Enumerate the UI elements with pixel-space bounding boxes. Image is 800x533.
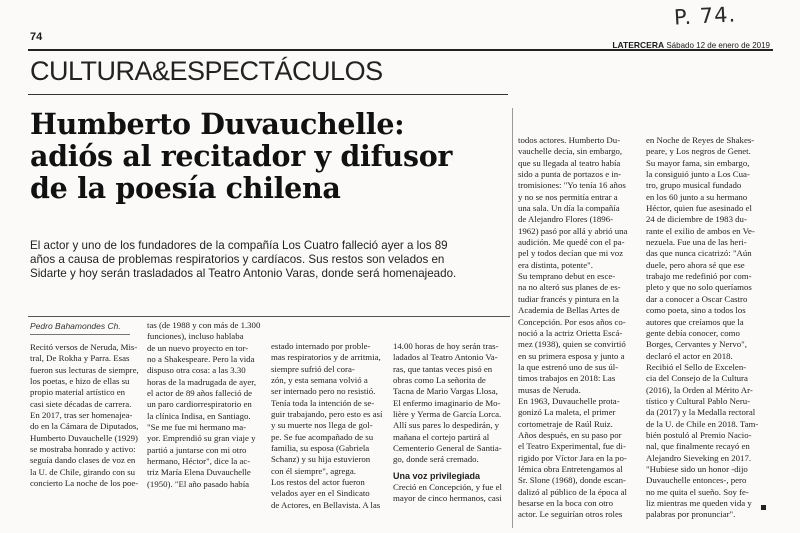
column-line: lière y Yerma de García Lorca.	[393, 409, 502, 420]
column-line: de un nuevo proyecto en tor-	[147, 342, 249, 353]
column-line: yor. Emprendió su gran viaje y	[147, 433, 256, 444]
column-line: Sr. Slone (1968), donde escan-	[518, 475, 626, 486]
column-line: tro, grupo musical fundado	[646, 180, 742, 191]
column-line: tístico y Cultural Pablo Neru-	[646, 395, 751, 406]
column-line: Héctor, quien fue asesinado el	[646, 203, 752, 214]
column-line: actor. Le seguirían otros roles	[518, 509, 623, 520]
column-line: propio material artístico en	[30, 387, 126, 398]
column-line: zón, y esta semana volvió a	[271, 375, 368, 386]
column-line: nezuela. Fue una de las heri-	[646, 237, 747, 248]
column-line: do en la Cámara de Diputados,	[30, 421, 139, 432]
end-of-article-mark	[761, 505, 766, 510]
column-line: que su llegada al teatro había	[518, 157, 621, 168]
column-line: obras como La señorita de	[393, 375, 486, 386]
column-line: cia del Consejo de la Cultura	[646, 373, 748, 384]
column-line: horas de la madrugada de ayer,	[147, 376, 257, 387]
column-line: Duvauchelle entonces-, pero	[646, 475, 747, 486]
column-line: trabajo me redefinió por com-	[646, 271, 752, 282]
column-line: siempre sufrió del cora-	[271, 363, 355, 374]
column-line: el Teatro Experimental, fue di-	[518, 441, 626, 452]
column-line: Allí sus pares lo despedirán, y	[393, 420, 500, 431]
column-line: besarse en la boca con otro	[518, 498, 614, 508]
article-column-5	[518, 135, 642, 521]
headline-line: de la poesía chilena	[30, 171, 341, 205]
column-line: Tenía toda la intención de se-	[271, 397, 375, 408]
column-line: En 2017, tras ser homenajea-	[30, 410, 133, 421]
column-line: una sala. Un día la compañía	[518, 203, 620, 214]
column-line: no me quita el sueño. Soy fe-	[646, 486, 749, 497]
column-line: timos trabajos en 2018: Las	[518, 373, 616, 384]
column-line: Alejandro Sieveking en 2017.	[646, 452, 752, 463]
column-line: tromisiones: "Yo tenía 16 años	[518, 180, 626, 191]
column-line: dalizó al público de la época al	[518, 486, 627, 497]
headline-line: Humberto Duvauchelle:	[30, 107, 405, 141]
column-line: y su muerte nos llega de gol-	[271, 420, 373, 431]
column-line: nal, que finalmente recayó en	[646, 441, 750, 452]
column-line: se mostraba honrado y activo:	[30, 444, 136, 455]
column-line: Cementerio General de Santia-	[393, 443, 502, 454]
column-line: bién postuló al Premio Nacio-	[646, 429, 752, 440]
column-line: gonizó La maleta, el primer	[518, 407, 616, 418]
column-line: ser internado pero no resistió.	[271, 386, 376, 397]
column-line: Una voz privilegiada	[393, 470, 481, 481]
column-line: Su mayor fama, sin embargo,	[646, 157, 750, 168]
article-column-6	[646, 135, 772, 521]
column-line: 1962) pasó por allá y abrió una	[518, 225, 628, 236]
column-line: Recibió el Sello de Excelen-	[646, 361, 747, 372]
lead-line: Sidarte y hoy serán trasladados al Teatro Antonio Varas, donde será homenajeado.	[30, 267, 457, 281]
column-line: Creció en Concepción, y fue el	[393, 482, 502, 493]
column-line: Humberto Duvauchelle (1929)	[30, 432, 138, 443]
column-line: gente debía conocer, como	[646, 327, 740, 338]
column-line: (2016), la Orden al Mérito Ar-	[646, 384, 753, 395]
lead-line: años a causa de problemas respiratorios y cardíacos. Sus restos son velados en	[30, 253, 445, 267]
column-line: concierto La noche de los poe-	[30, 478, 139, 489]
column-line: lémica obra Entretengamos al	[518, 463, 623, 474]
column-line: na no alteró sus planes de es-	[518, 282, 621, 293]
column-line: El enfermo imaginario de Mo-	[393, 397, 501, 408]
lead-line: El actor y uno de los fundadores de la compañía Los Cuatro falleció ayer a los 89	[30, 239, 448, 252]
column-line: y no se nos permitía entrar a	[518, 191, 618, 202]
column-line: "Hubiese sido un honor -dijo	[646, 463, 748, 474]
column-line: da (2017) y la Medalla rectoral	[646, 407, 756, 418]
column-line: fueron sus lecturas de siempre,	[30, 364, 139, 375]
column-line: musas de Neruda.	[518, 384, 581, 395]
column-line: hermano, Héctor", dice la ac-	[147, 456, 251, 467]
column-line: el actor de 89 años falleció de	[147, 388, 253, 399]
column-line: Borges, Cervantes y Nervo",	[646, 339, 747, 350]
column-line: Su temprano debut en esce-	[518, 271, 616, 282]
top-rule	[28, 49, 773, 51]
column-line: 24 de diciembre de 1983 du-	[646, 214, 747, 225]
column-line: de la U. de Chile en 2018. Tam-	[646, 418, 759, 429]
column-line: no a Shakespeare. Pero la vida	[147, 354, 255, 365]
headline-line: adiós al recitador y difusor	[30, 139, 453, 173]
column-line: duele, pero ahora sé que ese	[646, 259, 745, 270]
column-line: "Se me fue mi hermano ma-	[147, 422, 247, 433]
column-line: en Noche de Reyes de Shakes-	[646, 135, 755, 145]
handwritten-page-note: P. 74.	[673, 2, 737, 30]
column-line: Recitó versos de Neruda, Mis-	[30, 342, 138, 352]
column-line: la consiguió junto a Los Cua-	[646, 169, 750, 180]
column-line: (1950). "El año pasado había	[147, 478, 250, 489]
column-line: cortometraje de Raúl Ruiz.	[518, 418, 613, 429]
byline-rule	[30, 334, 130, 335]
column-line: Años después, en su paso por	[518, 429, 622, 440]
column-line: audición. Me quedé con el pa-	[518, 237, 625, 248]
column-line: pe. Se fue acompañado de su	[271, 431, 374, 442]
column-line: Schanz) y su hija estuvieron	[271, 454, 371, 465]
column-line: en los 60 junto a su hermano	[646, 191, 748, 202]
column-line: seguía dando clases de voz en	[30, 455, 136, 466]
column-line: partió a juntarse con mi otro	[147, 444, 247, 455]
column-line: mas respiratorios y de arritmia,	[271, 352, 381, 363]
column-line: mez (1938), quien se convirtió	[518, 339, 626, 350]
headline	[30, 108, 520, 204]
column-line: rigido por Víctor Jara en la po-	[518, 452, 627, 463]
column-line: la clínica Indisa, en Santiago.	[147, 410, 251, 421]
article-column-2	[147, 320, 265, 490]
column-line: casi siete décadas de carrera.	[30, 398, 132, 409]
section-title: CULTURA&ESPECTÁCULOS	[30, 56, 383, 86]
column-line: peare, y Los negros de Genet.	[646, 146, 751, 157]
column-line: tas (de 1988 y con más de 1.300	[147, 320, 261, 330]
article-column-3	[271, 341, 389, 511]
column-line: de Alejandro Flores (1896-	[518, 214, 614, 225]
column-line: triz María Elena Duvauchelle	[147, 467, 251, 478]
lead-rule	[28, 316, 510, 317]
column-line: los poetas, e hizo de ellas su	[30, 376, 130, 387]
column-line: tral, De Rokha y Parra. Esas	[30, 353, 130, 364]
page-number: 74	[30, 31, 43, 43]
column-line: velados ayer en el Sindicato	[271, 488, 370, 499]
column-line: la que estrenó uno de sus úl-	[518, 361, 619, 372]
column-line: dispuso otra cosa: a las 3.30	[147, 365, 246, 376]
column-line: vauchelle decía, sin embargo,	[518, 146, 623, 157]
column-line: tudiar francés y pintura en la	[518, 293, 619, 304]
column-line: 14.00 horas de hoy serán tras-	[393, 341, 499, 351]
column-line: familia, su esposa (Gabriela	[271, 443, 370, 454]
column-line: mañana el cortejo partirá al	[393, 431, 490, 442]
column-line: ladados al Teatro Antonio Va-	[393, 352, 498, 363]
column-line: de Actores, en Bellavista. A las	[271, 499, 381, 510]
column-line: era distinta, potente".	[518, 259, 593, 270]
section-rule	[28, 94, 508, 95]
column-line: con él siempre", agrega.	[271, 465, 356, 476]
column-line: autores que creíamos que la	[646, 316, 744, 327]
column-line: Tacna de Mario Vargas Llosa,	[393, 386, 498, 397]
column-line: en su primera esposa y junto a	[518, 350, 625, 361]
column-line: un paro cardiorrespiratorio en	[147, 399, 252, 410]
column-line: ras, que tantas veces pisó en	[393, 363, 493, 374]
lead-paragraph	[30, 239, 510, 282]
column-line: Academia de Bellas Artes de	[518, 305, 620, 316]
column-line: das que nunca cicatrizó: "Aún	[646, 248, 752, 259]
column-line: guir trabajando, pero esto es así	[271, 409, 383, 420]
masthead-date: Sábado 12 de enero de 2019	[666, 41, 770, 50]
column-line: pel y todos decían que mi voz	[518, 248, 624, 259]
column-line: rante el exilio de ambos en Ve-	[646, 225, 755, 236]
column-line: sido a punta de portazos e in-	[518, 169, 622, 180]
column-line: mayor de cinco hermanos, casi	[393, 493, 502, 504]
column-line: todos actores. Humberto Du-	[518, 135, 621, 145]
column-line: Los restos del actor fueron	[271, 477, 365, 488]
column-line: declaró el actor en 2018.	[646, 350, 733, 361]
column-line: dar a conocer a Oscar Castro	[646, 293, 748, 304]
column-line: go, donde será cremado.	[393, 454, 479, 465]
masthead-brand: LATERCERA	[612, 40, 665, 50]
column-line: En 1963, Duvauchelle prota-	[518, 395, 620, 406]
column-line: estado internado por proble-	[271, 341, 371, 351]
column-divider	[512, 108, 513, 528]
article-column-1	[30, 342, 142, 489]
column-line: pleto y que no solo queríamos	[646, 282, 752, 293]
byline: Pedro Bahamondes Ch.	[30, 321, 121, 331]
column-line: Concepción. Por esos años co-	[518, 316, 626, 327]
column-line: funciones), incluso hablaba	[147, 331, 244, 342]
column-line: palabras por pronunciar".	[646, 509, 736, 520]
column-line: como poeta, sino a todos los	[646, 305, 746, 316]
column-line: liz mientras me queden vida y	[646, 498, 752, 508]
column-line: noció a la actriz Orietta Escá-	[518, 327, 623, 338]
article-column-4	[393, 341, 505, 505]
column-line: la U. de Chile, girando con su	[30, 466, 136, 477]
